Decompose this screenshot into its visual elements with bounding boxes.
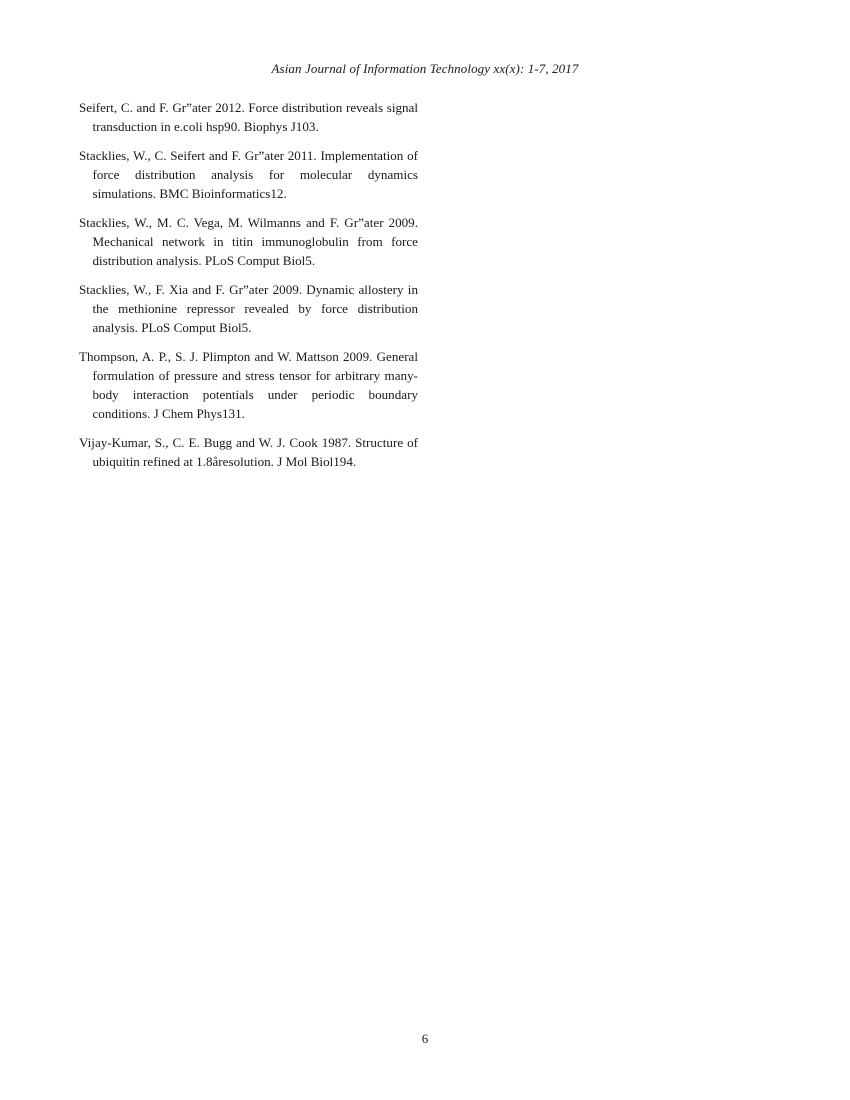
- reference-entry: Vijay-Kumar, S., C. E. Bugg and W. J. Cook 1987. Structure of ubiquitin refined at 1.8åresolution. J Mol Biol194.: [79, 435, 418, 469]
- reference-entry: Stacklies, W., C. Seifert and F. Gr”ater 2011. Implementation of force distribution analysis for molecular dynamics simulations. BMC Bioinformatics12.: [79, 148, 418, 201]
- reference-entry: Thompson, A. P., S. J. Plimpton and W. Mattson 2009. General formulation of pressure and stress tensor for arbitrary many-body interaction potentials under periodic boundary conditions. J Chem Phys131.: [79, 349, 418, 421]
- page-number: 6: [421, 1031, 429, 1046]
- running-header: Asian Journal of Information Technology xx(x): 1-7, 2017: [271, 61, 579, 76]
- reference-entry: Stacklies, W., M. C. Vega, M. Wilmanns and F. Gr”ater 2009. Mechanical network in titin immunoglobulin from force distribution analysis. PLoS Comput Biol5.: [79, 215, 418, 268]
- reference-list: [79, 98, 418, 481]
- reference-entry: Seifert, C. and F. Gr”ater 2012. Force distribution reveals signal transduction in e.coli hsp90. Biophys J103.: [79, 100, 418, 134]
- reference-entry: Stacklies, W., F. Xia and F. Gr”ater 2009. Dynamic allostery in the methionine repressor revealed by force distribution analysis. PLoS Comput Biol5.: [79, 282, 418, 335]
